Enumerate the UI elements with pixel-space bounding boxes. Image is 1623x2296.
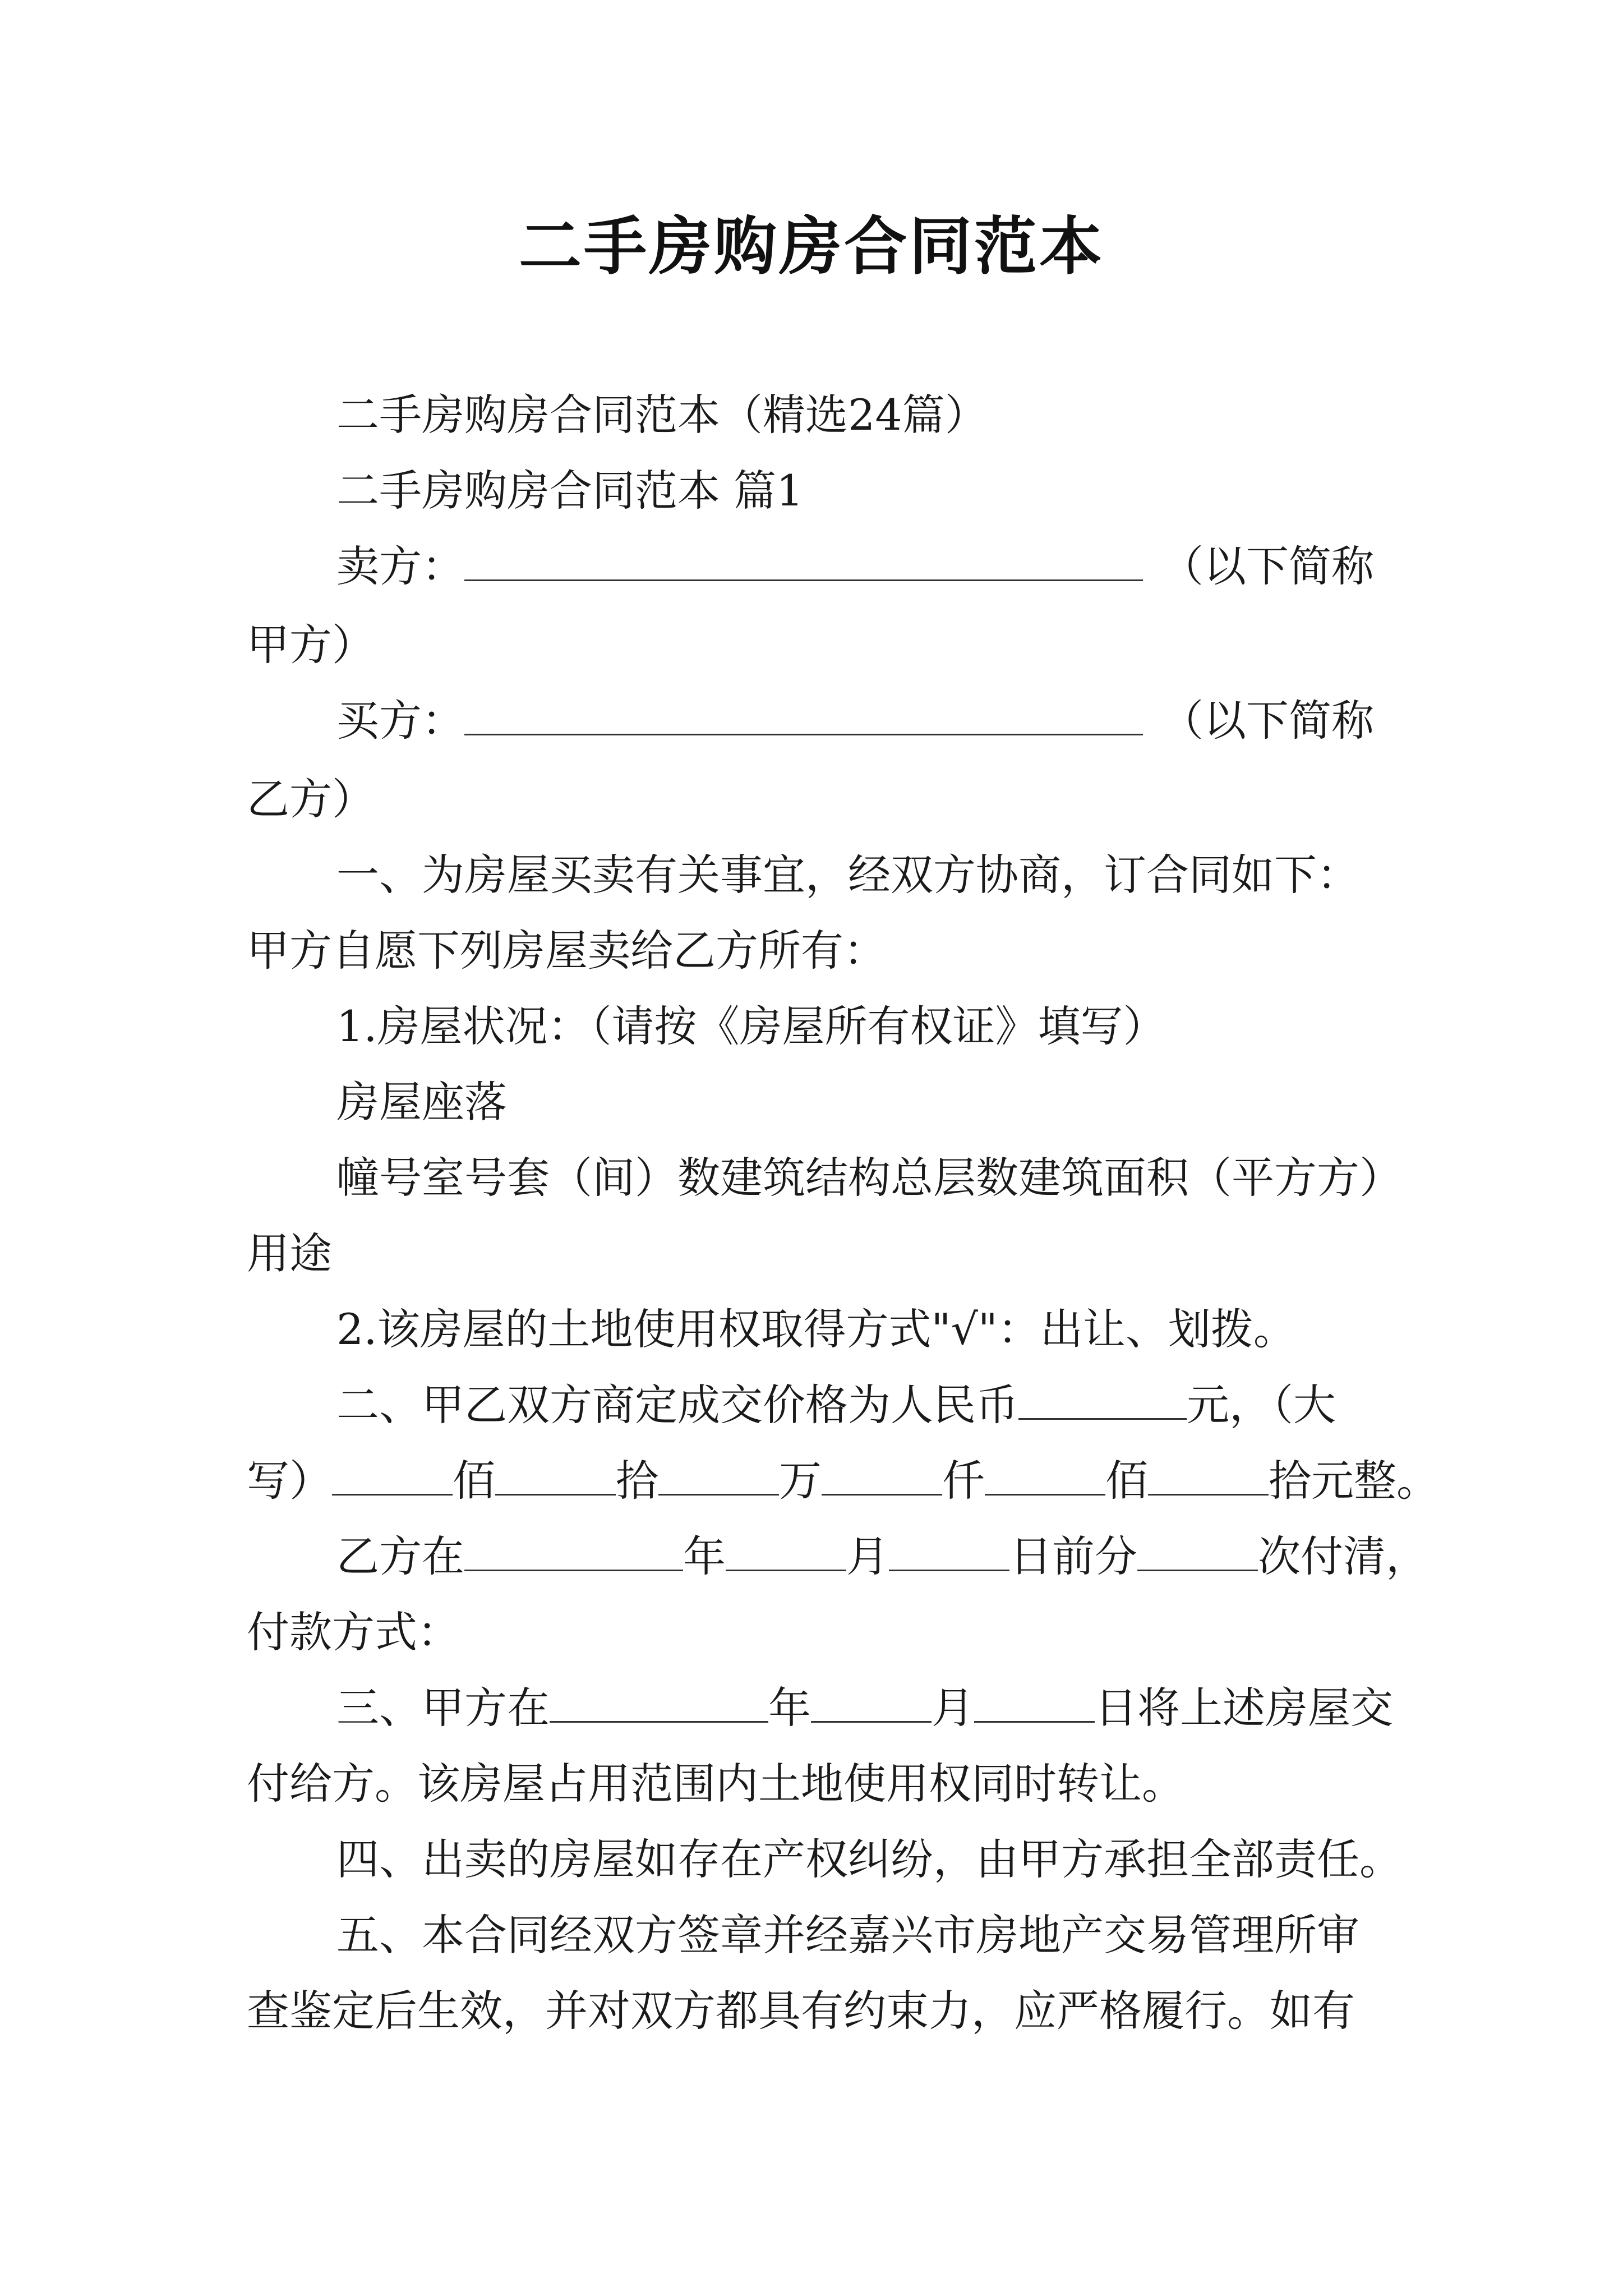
price-unit-shi-yuan: 拾元整。 <box>1269 1456 1439 1506</box>
document-title: 二手房购房合同范本 <box>519 210 1104 283</box>
price-prefix: 二、甲乙双方商定成交价格为人民币 <box>336 1380 1018 1430</box>
price-unit: 元，（大 <box>1187 1380 1336 1430</box>
house-columns-line-2: 用途 <box>247 1228 332 1278</box>
item-1-house-status: 1.房屋状况：（请按《房屋所有权证》填写） <box>336 1001 1166 1051</box>
delivery-month-blank <box>811 1682 932 1723</box>
delivery-day-label: 日将上述房屋交 <box>1095 1683 1393 1733</box>
price-blank-2 <box>495 1455 616 1496</box>
payment-line-1 <box>336 1529 1428 1585</box>
delivery-year-blank <box>550 1682 768 1723</box>
seller-line <box>336 539 1143 595</box>
buyer-label: 买方： <box>336 696 464 746</box>
delivery-day-blank <box>974 1682 1095 1723</box>
clause-4: 四、出卖的房屋如存在产权纠纷，由甲方承担全部责任。 <box>336 1834 1402 1884</box>
clause-1-line-2: 甲方自愿下列房屋卖给乙方所有： <box>247 926 886 976</box>
payment-month-label: 月 <box>846 1531 889 1581</box>
section-heading: 二手房购房合同范本 篇1 <box>336 466 804 516</box>
buyer-name-blank <box>464 694 1143 735</box>
payment-prefix: 乙方在 <box>336 1531 464 1581</box>
document-subtitle: 二手房购房合同范本（精选24篇） <box>336 390 988 440</box>
buyer-line <box>336 693 1143 749</box>
house-columns-line-1: 幢号室号套（间）数建筑结构总层数建筑面积（平方方） <box>336 1153 1402 1203</box>
payment-year-blank <box>464 1530 683 1571</box>
payment-times-label: 次付清， <box>1258 1531 1428 1581</box>
price-unit-qian: 仟 <box>942 1456 985 1506</box>
price-blank-1 <box>332 1455 453 1496</box>
price-blank-3 <box>658 1455 779 1496</box>
buyer-suffix: （以下简称 <box>1161 696 1374 746</box>
payment-times-blank <box>1137 1530 1258 1571</box>
delivery-year-label: 年 <box>768 1683 811 1733</box>
payment-year-label: 年 <box>683 1531 726 1581</box>
price-line-1 <box>336 1377 1336 1433</box>
seller-continuation: 甲方） <box>247 620 375 670</box>
price-unit-wan: 万 <box>779 1456 822 1506</box>
price-amount-blank <box>1018 1379 1187 1420</box>
delivery-line-2: 付给方。该房屋占用范围内土地使用权同时转让。 <box>247 1759 1184 1809</box>
payment-method: 付款方式： <box>247 1607 460 1657</box>
clause-5-line-1: 五、本合同经双方签章并经嘉兴市房地产交易管理所审 <box>336 1910 1359 1960</box>
payment-day-label: 日前分 <box>1009 1531 1137 1581</box>
seller-name-blank <box>464 540 1143 581</box>
price-capital-start: 写） <box>247 1456 332 1506</box>
price-unit-bai-2: 佰 <box>1105 1456 1148 1506</box>
buyer-continuation: 乙方） <box>247 774 375 824</box>
price-blank-5 <box>985 1455 1105 1496</box>
delivery-line-1 <box>336 1680 1393 1736</box>
item-2-land-use: 2.该房屋的土地使用权取得方式"√"：出让、划拨。 <box>336 1304 1296 1354</box>
price-unit-shi: 拾 <box>616 1456 658 1506</box>
house-location: 房屋座落 <box>336 1077 507 1127</box>
price-unit-bai: 佰 <box>453 1456 495 1506</box>
payment-day-blank <box>889 1530 1009 1571</box>
seller-suffix: （以下简称 <box>1161 541 1374 591</box>
price-line-2 <box>247 1453 1439 1509</box>
clause-1-line-1: 一、为房屋买卖有关事宜，经双方协商，订合同如下： <box>336 850 1359 900</box>
price-blank-4 <box>822 1455 942 1496</box>
delivery-month-label: 月 <box>932 1683 974 1733</box>
clause-5-line-2: 查鉴定后生效，并对双方都具有约束力，应严格履行。如有 <box>247 1986 1355 2036</box>
delivery-prefix: 三、甲方在 <box>336 1683 550 1733</box>
seller-label: 卖方： <box>336 541 464 591</box>
price-blank-6 <box>1148 1455 1269 1496</box>
payment-month-blank <box>726 1530 846 1571</box>
